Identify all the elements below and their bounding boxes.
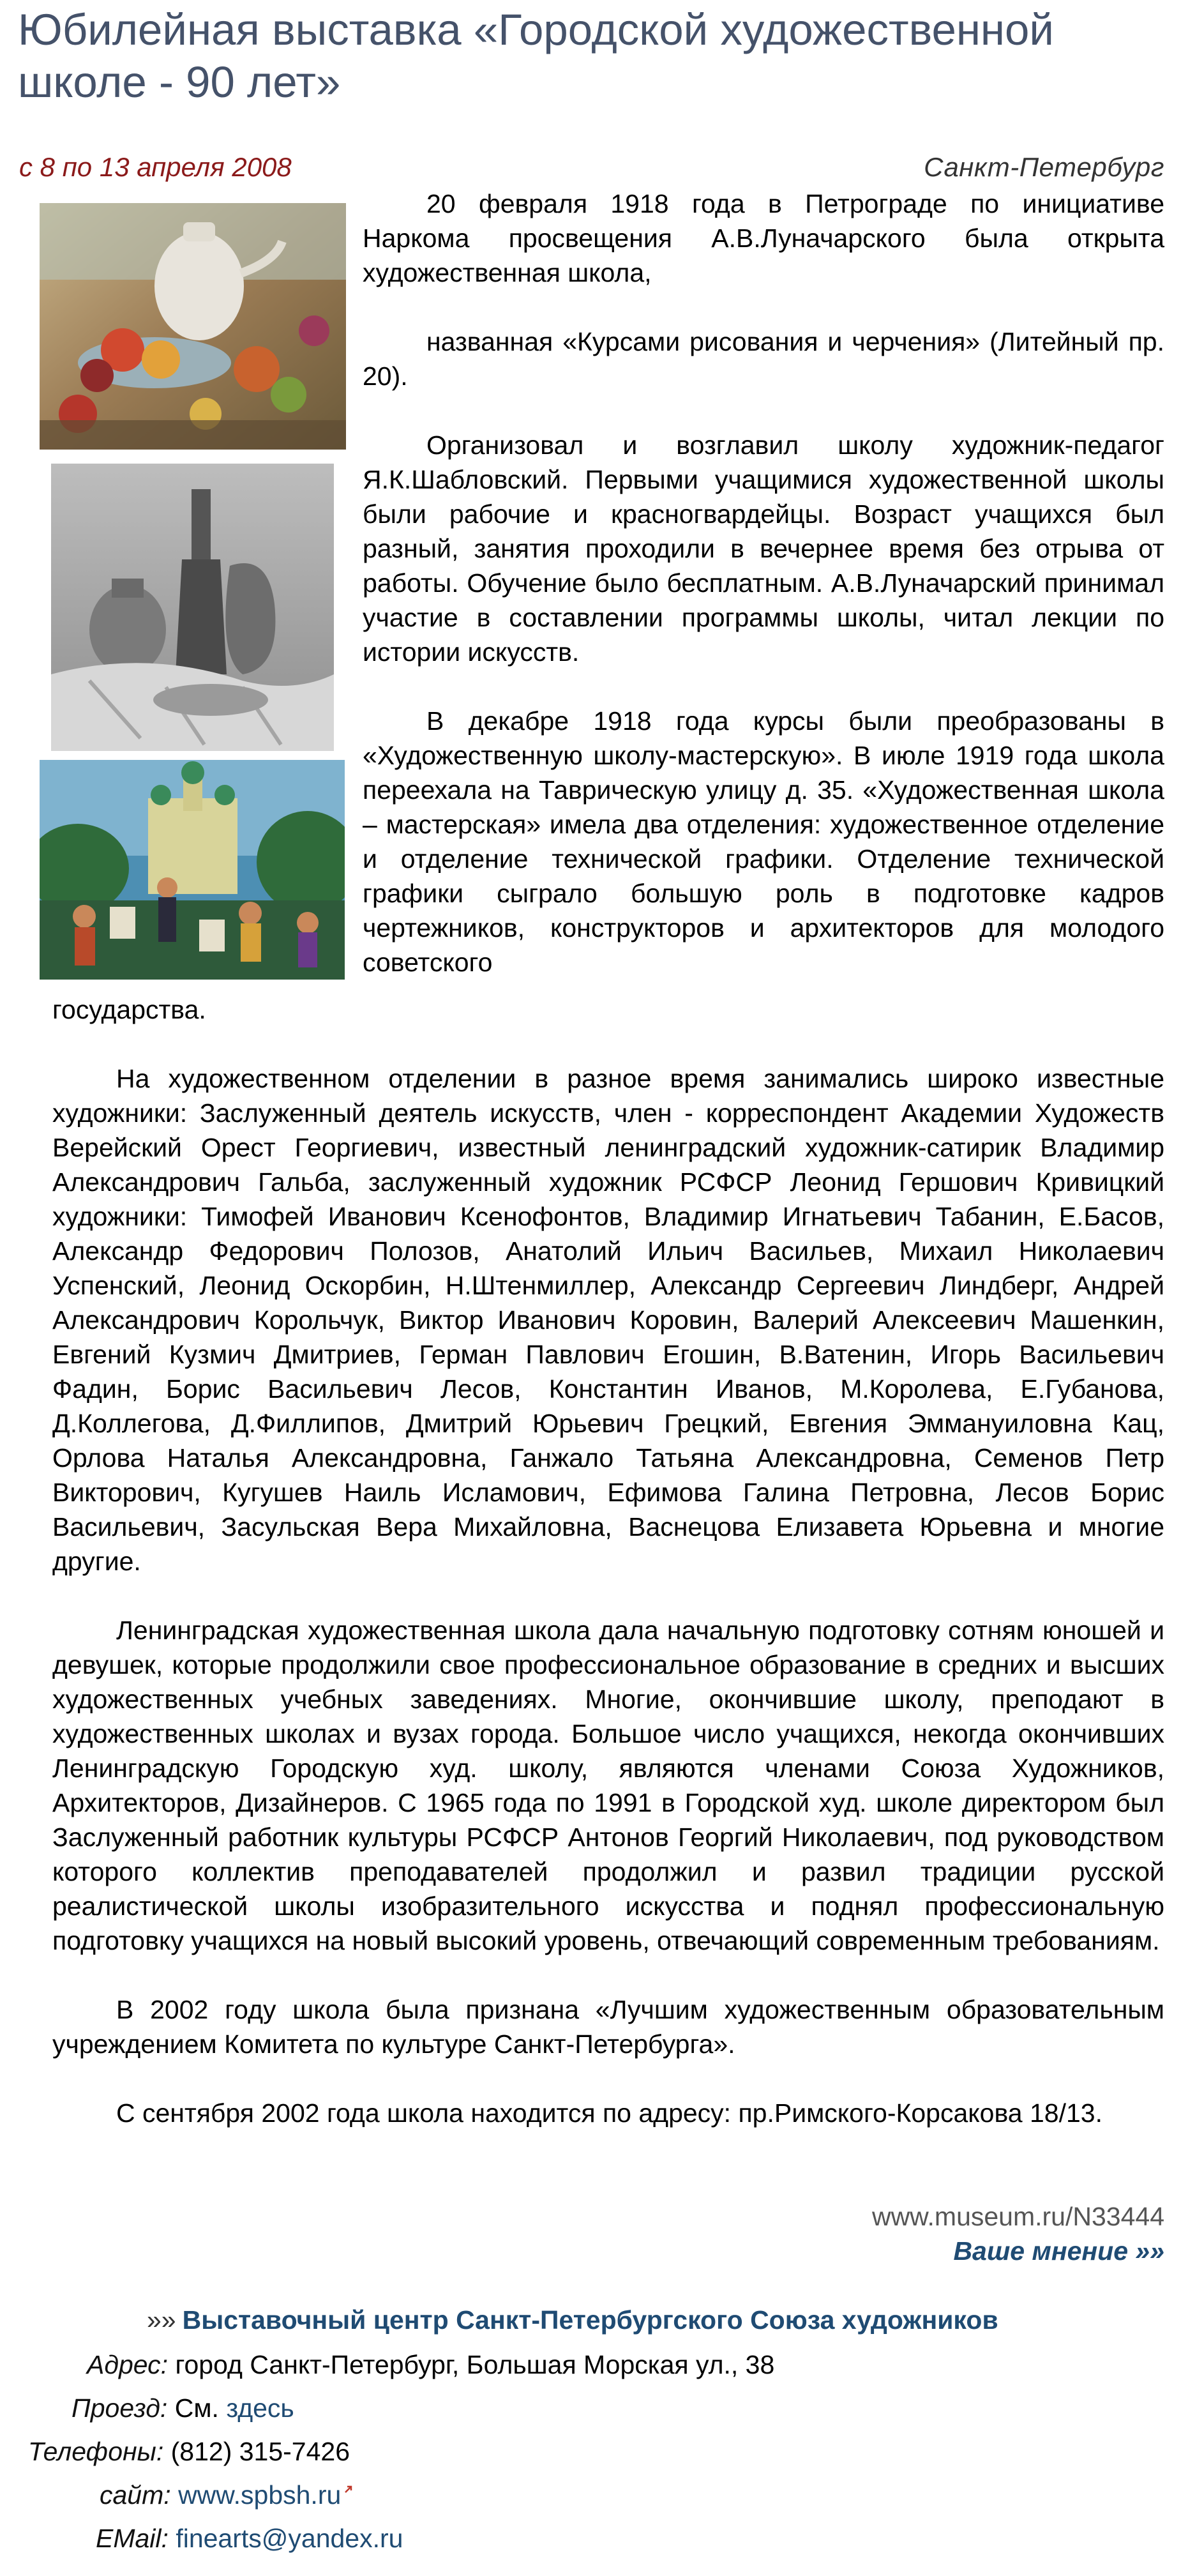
- external-link-icon: [343, 2484, 354, 2494]
- article-paragraph-4-end: [52, 992, 1164, 1027]
- venue-site-row: [100, 2478, 354, 2512]
- exhibition-city: Санкт-Петербург: [924, 152, 1164, 182]
- your-opinion-link[interactable]: Ваше мнение »»: [953, 2236, 1164, 2266]
- article-paragraph-6: Ленинградская художественная школа дала начальную подготовку сотням юношей и девушек, которые продолжили свое профессиональное образование в средних и высших художественных учебных заведениях. Многие, окончившие школу, преподают в художественных школах и вузах города. Большое число учащихся, некогда окончивших Ленинградскую Городскую худ. школу, являются членами Союза Художников, Архитекторов, Дизайнеров. С 1965 года по 1991 в Городской худ. школе директором был Заслуженный работник культуры РСФСР Антонов Георгий Николаевич, под руководством которого коллектив преподавателей продолжил и развил традиции русской реалистической школы изобразительного искусства и поднял профессиональную подготовку учащихся на новый высокий уровень, отвечающий современным требованиям.: [52, 1616, 1164, 1955]
- venue-heading[interactable]: [147, 2305, 998, 2335]
- phones-label: Телефоны:: [28, 2437, 164, 2466]
- article-paragraph-5: На художественном отделении в разное время занимались широко известные художники: Заслуженный деятель искусств, член - корреспондент Академии Художеств Верейский Орест Георгиевич, известный ленинградский художник-сатирик Владимир Александрович Гальба, заслуженный художник РСФСР Леонид Гершович Кривицкий художники: Тимофей Иванович Ксенофонтов, Владимир Игнатьевич Табанин, Е.Басов, Александр Федорович Полозов, Анатолий Ильич Васильев, Михаил Николаевич Успенский, Леонид Оскорбин, Н.Штенмиллер, Александр Сергеевич Линдберг, Андрей Александрович Корольчук, Виктор Иванович Коровин, Валерий Алексеевич Машенкин, Евгений Кузмич Дмитриев, Герман Павлович Егошин, В.Ватенин, Игорь Васильевич Фадин, Борис Васильевич Лесов, Константин Иванов, М.Королева, Е.Губанова, Д.Коллегова, Д.Филлипов, Дмитрий Юрьевич Грецкий, Евгения Эммануиловна Кац, Орлова Наталья Александровна, Ганжало Татьяна Александровна, Семенов Петр Викторович, Кугушев Наиль Исламович, Ефимова Галина Петровна, Лесов Борис Васильевич, Засульская Вера Михайловна, Васнецова Елизавета Юрьевна и многие другие.: [52, 1064, 1164, 1576]
- article-body: [52, 1061, 1164, 2130]
- route-label: Проезд:: [71, 2393, 168, 2423]
- double-arrow-icon: »»: [147, 2305, 176, 2335]
- painters-outdoors-image[interactable]: [40, 760, 345, 980]
- phones-value: (812) 315-7426: [170, 2437, 350, 2466]
- page-title: Юбилейная выставка «Городской художественной школе - 90 лет»: [18, 5, 1054, 107]
- article-paragraph-7: В 2002 году школа была признана «Лучшим художественным образовательным учреждением Комитета по культуре Санкт-Петербурга».: [52, 1995, 1164, 2059]
- route-value: См.: [174, 2393, 219, 2423]
- address-value: город Санкт-Петербург, Большая Морская ул., 38: [175, 2350, 775, 2379]
- address-label: Адрес:: [87, 2350, 169, 2379]
- exhibition-dates: с 8 по 13 апреля 2008: [19, 152, 292, 182]
- venue-route-row: [71, 2391, 294, 2425]
- article-intro-column: [363, 186, 1164, 980]
- email-link[interactable]: finearts@yandex.ru: [176, 2524, 403, 2553]
- article-paragraph-4: В декабре 1918 года курсы были преобразованы в «Художественную школу-мастерскую». В июле 1919 года школа переехала на Таврическую улицу д. 35. «Художественная школа – мастерская» имела два отделения: художественное отделение и отделение технической графики. Отделение технической графики сыграло большую роль в подготовке кадров чертежников, конструкторов и архитекторов для молодого советского: [363, 706, 1164, 977]
- still-life-teapot-image[interactable]: [40, 203, 346, 450]
- venue-address-row: [87, 2347, 774, 2382]
- article-paragraph-3: Организовал и возглавил школу художник-педагог Я.К.Шабловский. Первыми учащимися художественной школы были рабочие и красногвардейцы. Возраст учащихся был разный, занятия проходили в вечернее время без отрыва от работы. Обучение было бесплатным. А.В.Луначарский принимал участие в составлении программы школы, читал лекции по истории искусств.: [363, 430, 1164, 667]
- pencil-still-life-image[interactable]: [51, 464, 334, 751]
- email-label: EMail:: [96, 2524, 169, 2553]
- venue-email-row: [96, 2521, 403, 2556]
- site-link[interactable]: www.spbsh.ru: [178, 2480, 342, 2510]
- museum-source-link[interactable]: www.museum.ru/N33444: [871, 2202, 1164, 2231]
- venue-phones-row: [28, 2434, 350, 2469]
- route-here-link[interactable]: здесь: [226, 2393, 294, 2423]
- venue-name-link[interactable]: Выставочный центр Санкт-Петербургского Союза художников: [182, 2305, 998, 2335]
- article-paragraph-1: 20 февраля 1918 года в Петрограде по инициативе Наркома просвещения А.В.Луначарского была открыта художественная школа,: [363, 189, 1164, 287]
- article-paragraph-4-tail: государства.: [52, 995, 206, 1024]
- article-paragraph-8: С сентября 2002 года школа находится по адресу: пр.Римского-Корсакова 18/13.: [116, 2098, 1102, 2128]
- article-paragraph-2: названная «Курсами рисования и черчения» (Литейный пр. 20).: [363, 327, 1164, 391]
- site-label: сайт:: [100, 2480, 171, 2510]
